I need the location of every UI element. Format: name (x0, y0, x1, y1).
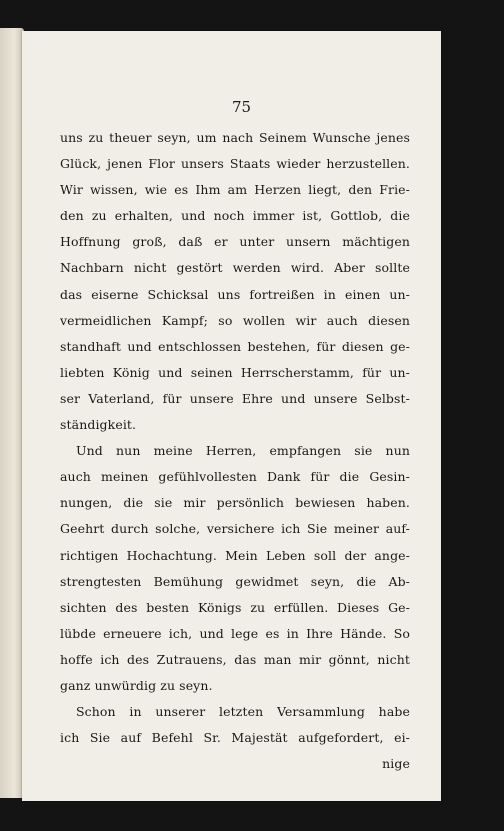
text-line: Glück, jenen Flor unsers Staats wieder herzustellen. (60, 156, 410, 172)
text-line: ich Sie auf Befehl Sr. Majestät aufgefordert, ei- (60, 730, 410, 746)
text-line: Schon in unserer letzten Versammlung habe (76, 704, 410, 720)
text-line: lübde erneuere ich, und lege es in Ihre Hände. So (60, 625, 410, 641)
text-line: uns zu theuer seyn, um nach Seinem Wunsche jenes (60, 130, 410, 145)
text-line: sichten des besten Königs zu erfüllen. Dieses Ge- (60, 599, 410, 615)
text-line: ständigkeit. (60, 417, 137, 433)
text-line: Und nun meine Herren, empfangen sie nun (76, 443, 410, 459)
text-line: nungen, die sie mir persönlich bewiesen haben. (60, 495, 410, 511)
text-line: ser Vaterland, für unsere Ehre und unsere Selbst- (60, 390, 410, 406)
text-line: hoffe ich des Zutrauens, das man mir gönnt, nicht (60, 651, 410, 667)
text-line: den zu erhalten, und noch immer ist, Gottlob, die (60, 208, 410, 224)
page-number: 75 (231, 98, 252, 116)
text-line: Wir wissen, wie es Ihm am Herzen liegt, den Frie- (60, 182, 410, 198)
text-line: Hoffnung groß, daß er unter unsern mächtigen (60, 234, 410, 250)
text-line: das eiserne Schicksal uns fortreißen in einen un- (60, 286, 410, 302)
text-line: vermeidlichen Kampf; so wollen wir auch diesen (60, 312, 410, 328)
page-text (60, 125, 410, 777)
catchword: nige (382, 756, 410, 772)
book-page (22, 31, 441, 801)
text-line: ganz unwürdig zu seyn. (60, 677, 213, 693)
text-line: richtigen Hochachtung. Mein Leben soll der ange- (60, 547, 410, 563)
text-line: standhaft und entschlossen bestehen, für diesen ge- (60, 338, 410, 354)
text-line: Geehrt durch solche, versichere ich Sie meiner auf- (60, 521, 410, 537)
text-line: strengtesten Bemühung gewidmet seyn, die Ab- (60, 573, 410, 589)
text-line: liebten König und seinen Herrscherstamm, für un- (60, 364, 410, 380)
left-page-edge (0, 28, 24, 798)
text-line: auch meinen gefühlvollesten Dank für die Gesin- (60, 469, 410, 485)
text-line: Nachbarn nicht gestört werden wird. Aber sollte (60, 260, 410, 276)
